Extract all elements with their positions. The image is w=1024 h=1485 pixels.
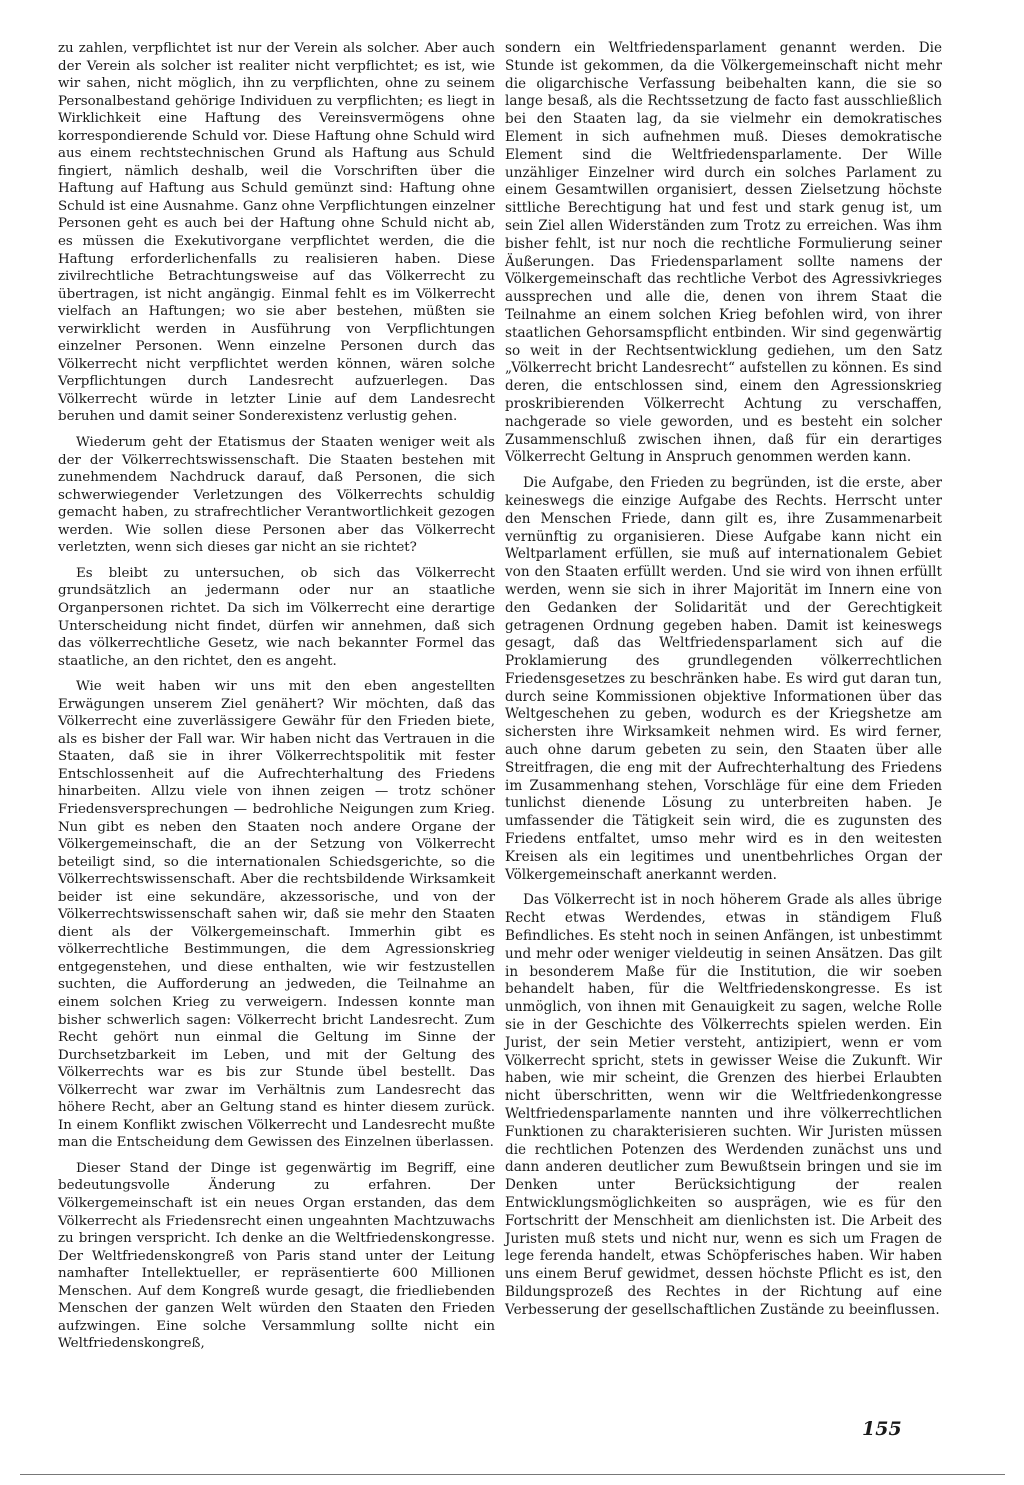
- paragraph: Es bleibt zu untersuchen, ob sich das Völkerrecht grundsätzlich an jedermann oder nur an staatliche Organpersonen richtet. Da sich im Völkerrecht eine derartige Unterscheidung nicht findet, dürfen wir annehmen, daß sich das völkerrechtliche Gesetz, wie nach bekannter Formel das staatliche, an den richtet, den es angeht.: [58, 565, 495, 669]
- paragraph: Das Völkerrecht ist in noch höherem Grade als alles übrige Recht etwas Werdendes, etwas in ständigem Fluß Befindliches. Es steht noch in seinen Anfängen, ist unbestimmt und mehr oder weniger vieldeutig in seinen Ansätzen. Das gilt in besonderem Maße für die Institution, die wir soeben behandelt haben, für die Weltfriedenskongresse. Es ist unmöglich, von ihnen mit Genauigkeit zu sagen, welche Rolle sie in der Geschichte des Völkerrechts spielen werden. Ein Jurist, der sein Metier versteht, antizipiert, wenn er vom Völkerrecht spricht, stets in gewisser Weise die Zukunft. Wir haben, wie mir scheint, die Grenzen des hierbei Erlaubten nicht überschritten, wenn wir die Weltfriedenkongresse Weltfriedensparlamente nannten und ihre völkerrechtlichen Funktionen zu charakterisieren suchten. Wir Juristen müssen die rechtlichen Potenzen des Werdenden zunächst uns und dann anderen deutlicher zum Bewußtsein bringen und sie im Denken unter Berücksichtigung der realen Entwicklungsmöglichkeiten so ausprägen, wie es für den Fortschritt der Menschheit am dienlichsten ist. Die Arbeit des Juristen muß stets und nicht nur, wenn es sich um Fragen de lege ferenda handelt, etwas Schöpferisches haben. Wir haben uns einem Beruf gewidmet, dessen höchste Pflicht es ist, den Bildungsprozeß des Rechtes in der Richtung auf eine Verbesserung der gesellschaftlichen Zustände zu beeinflussen.: [505, 892, 942, 1318]
- paragraph: Wie weit haben wir uns mit den eben angestellten Erwägungen unserem Ziel genähert? Wir möchten, daß das Völkerrecht eine zuverlässigere Gewähr für den Frieden biete, als es bisher der Fall war. Wir haben nicht das Vertrauen in die Staaten, daß sie in ihrer Völkerrechtspolitik mit fester Entschlossenheit auf die Aufrechterhaltung des Friedens hinarbeiten. Allzu viele von ihnen zeigen — trotz schöner Friedensversprechungen — bedrohliche Neigungen zum Krieg. Nun gibt es neben den Staaten noch andere Organe der Völkergemeinschaft, die an der Setzung von Völkerrecht beteiligt sind, so die internationalen Schiedsgerichte, so die Völkerrechtswissenschaft. Aber die rechtsbildende Wirksamkeit beider ist eine sekundäre, akzessorische, und von der Völkerrechtswissenschaft sahen wir, daß sie mehr den Staaten dient als der Völkergemeinschaft. Immerhin gibt es völkerrechtliche Bestimmungen, die dem Agressionskrieg entgegenstehen, und diese enthalten, wie wir festzustellen suchten, die Aufforderung an jedweden, die Teilnahme an einem solchen Krieg zu verweigern. Indessen konnte man bisher schwerlich sagen: Völkerrecht bricht Landesrecht. Zum Recht gehört nun einmal die Geltung im Sinne der Durchsetzbarkeit im Leben, und mit der Geltung des Völkerrechts war es bis zur Stunde übel bestellt. Das Völkerrecht war zwar im Verhältnis zum Landesrecht das höhere Recht, aber an Geltung stand es hinter diesem zurück. In einem Konflikt zwischen Völkerrecht und Landesrecht mußte man die Entscheidung dem Gewissen des Einzelnen überlassen.: [58, 679, 495, 1151]
- right-column: [505, 40, 942, 1320]
- paragraph: Wiederum geht der Etatismus der Staaten weniger weit als der der Völkerrechtswissenschaft. Die Staaten bestehen mit zunehmendem Nachdruck darauf, daß Personen, die sich schwerwiegender Verletzungen des Völkerrechts schuldig gemacht haben, zu strafrechtlicher Verantwortlichkeit gezogen werden. Wie sollen diese Personen aber das Völkerrecht verletzten, wenn sich dieses gar nicht an sie richtet?: [58, 435, 495, 556]
- paragraph: sondern ein Weltfriedensparlament genannt werden. Die Stunde ist gekommen, da die Völkergemeinschaft nicht mehr die oligarchische Verfassung beibehalten kann, die sie so lange besaß, als die Rechtssetzung de facto fast ausschließlich bei den Staaten lag, da sie vielmehr ein demokratisches Element in sich aufnehmen muß. Dieses demokratische Element sind die Weltfriedensparlamente. Der Wille unzähliger Einzelner wird durch ein solches Parlament zu einem Gesamtwillen organisiert, dessen Zielsetzung höchste sittliche Berechtigung hat und fest und stark genug ist, um sein Ziel allen Widerständen zum Trotz zu erreichen. Was ihm bisher fehlt, ist nur noch die rechtliche Formulierung seiner Äußerungen. Das Friedensparlament sollte namens der Völkergemeinschaft das rechtliche Verbot des Agressivkrieges aussprechen und alle die, denen von ihrem Staat die Teilnahme an einem solchen Krieg befohlen wird, von ihrer staatlichen Gehorsamspflicht entbinden. Wir sind gegenwärtig so weit in der Rechtsentwicklung gediehen, um den Satz „Völkerrecht bricht Landesrecht“ aufstellen zu können. Es sind deren, die entschlossen sind, einem den Agressionskrieg proskribierenden Völkerrecht Achtung zu verschaffen, nachgerade so viele geworden, und es besteht ein solcher Zusammenschluß zwischen ihnen, daß für ein derartiges Völkerrecht Geltung in Anspruch genommen werden kann.: [505, 40, 942, 466]
- page-number: 155: [862, 1418, 902, 1440]
- paragraph: Dieser Stand der Dinge ist gegenwärtig im Begriff, eine bedeutungsvolle Änderung zu erfahren. Der Völkergemeinschaft ist ein neues Organ erstanden, das dem Völkerrecht als Friedensrecht einen ungeahnten Machtzuwachs zu bringen verspricht. Ich denke an die Weltfriedenskongresse. Der Weltfriedenskongreß von Paris stand unter der Leitung namhafter Intellektueller, er repräsentierte 600 Millionen Menschen. Auf dem Kongreß wurde gesagt, die friedliebenden Menschen der ganzen Welt würden den Staaten den Frieden aufzwingen. Eine solche Versammlung sollte nicht ein Weltfriedenskongreß,: [58, 1160, 495, 1352]
- left-column: [58, 40, 495, 1353]
- paragraph: zu zahlen, verpflichtet ist nur der Verein als solcher. Aber auch der Verein als solcher ist realiter nicht verpflichtet; es ist, wie wir sahen, nicht möglich, ihn zu verpflichten, ohne zu seinem Personalbestand gehörige Individuen zu verpflichten; es liegt in Wirklichkeit eine Haftung des Vereinsvermögens ohne korrespondierende Schuld vor. Diese Haftung ohne Schuld wird aus einem rechtstechnischen Grund als Haftung aus Schuld fingiert, nämlich deshalb, weil die Vorschriften über die Haftung auf Haftung aus Schuld gemünzt sind: Haftung ohne Schuld ist eine Ausnahme. Ganz ohne Verpflichtungen einzelner Personen geht es auch bei der Haftung ohne Schuld nicht ab, es müssen die Exekutivorgane verpflichtet werden, die die Haftung erforderlichenfalls zu realisieren haben. Diese zivilrechtliche Betrachtungsweise auf das Völkerrecht zu übertragen, ist nicht angängig. Einmal fehlt es im Völkerrecht vielfach an Haftungen; wo sie aber bestehen, müßten sie verwirklicht werden in Ausführung von Verpflichtungen einzelner Personen. Wenn einzelne Personen durch das Völkerrecht nicht verpflichtet werden können, wären solche Verpflichtungen durch Landesrecht aufzuerlegen. Das Völkerrecht würde in letzter Linie auf dem Landesrecht beruhen und damit seiner Sonderexistenz verlustig gehen.: [58, 41, 495, 425]
- footer-rule: [20, 1474, 1005, 1475]
- paragraph: Die Aufgabe, den Frieden zu begründen, ist die erste, aber keineswegs die einzige Aufgabe des Rechts. Herrscht unter den Menschen Friede, dann gilt es, ihre Zusammenarbeit vernünftig zu organisieren. Diese Aufgabe kann nicht ein Weltparlament erfüllen, sie muß auf internationalem Gebiet von den Staaten erfüllt werden. Und sie wird von ihnen erfüllt werden, wenn sie sich in ihrer Majorität im Innern eine von den Gedanken der Solidarität und der Gerechtigkeit getragenen Ordnung gegeben haben. Damit ist keineswegs gesagt, daß das Weltfriedensparlament sich auf die Proklamierung des grundlegenden völkerrechtlichen Friedensgesetzes zu beschränken habe. Es wird gut daran tun, durch seine Kommissionen objektive Informationen über das Weltgeschehen zu geben, wodurch es der Kriegshetze am sichersten ihre Wirksamkeit nehmen wird. Es wird ferner, auch ohne darum gebeten zu sein, den Staaten über alle Streitfragen, die eng mit der Aufrechterhaltung des Friedens im Zusammenhang stehen, Vorschläge für eine dem Frieden tunlichst dienende Lösung zu unterbreiten haben. Je umfassender die Tätigkeit sein wird, die es zugunsten des Friedens entfaltet, umso mehr wird es in den weitesten Kreisen als ein legitimes und unentbehrliches Organ der Völkergemeinschaft anerkannt werden.: [505, 475, 942, 883]
